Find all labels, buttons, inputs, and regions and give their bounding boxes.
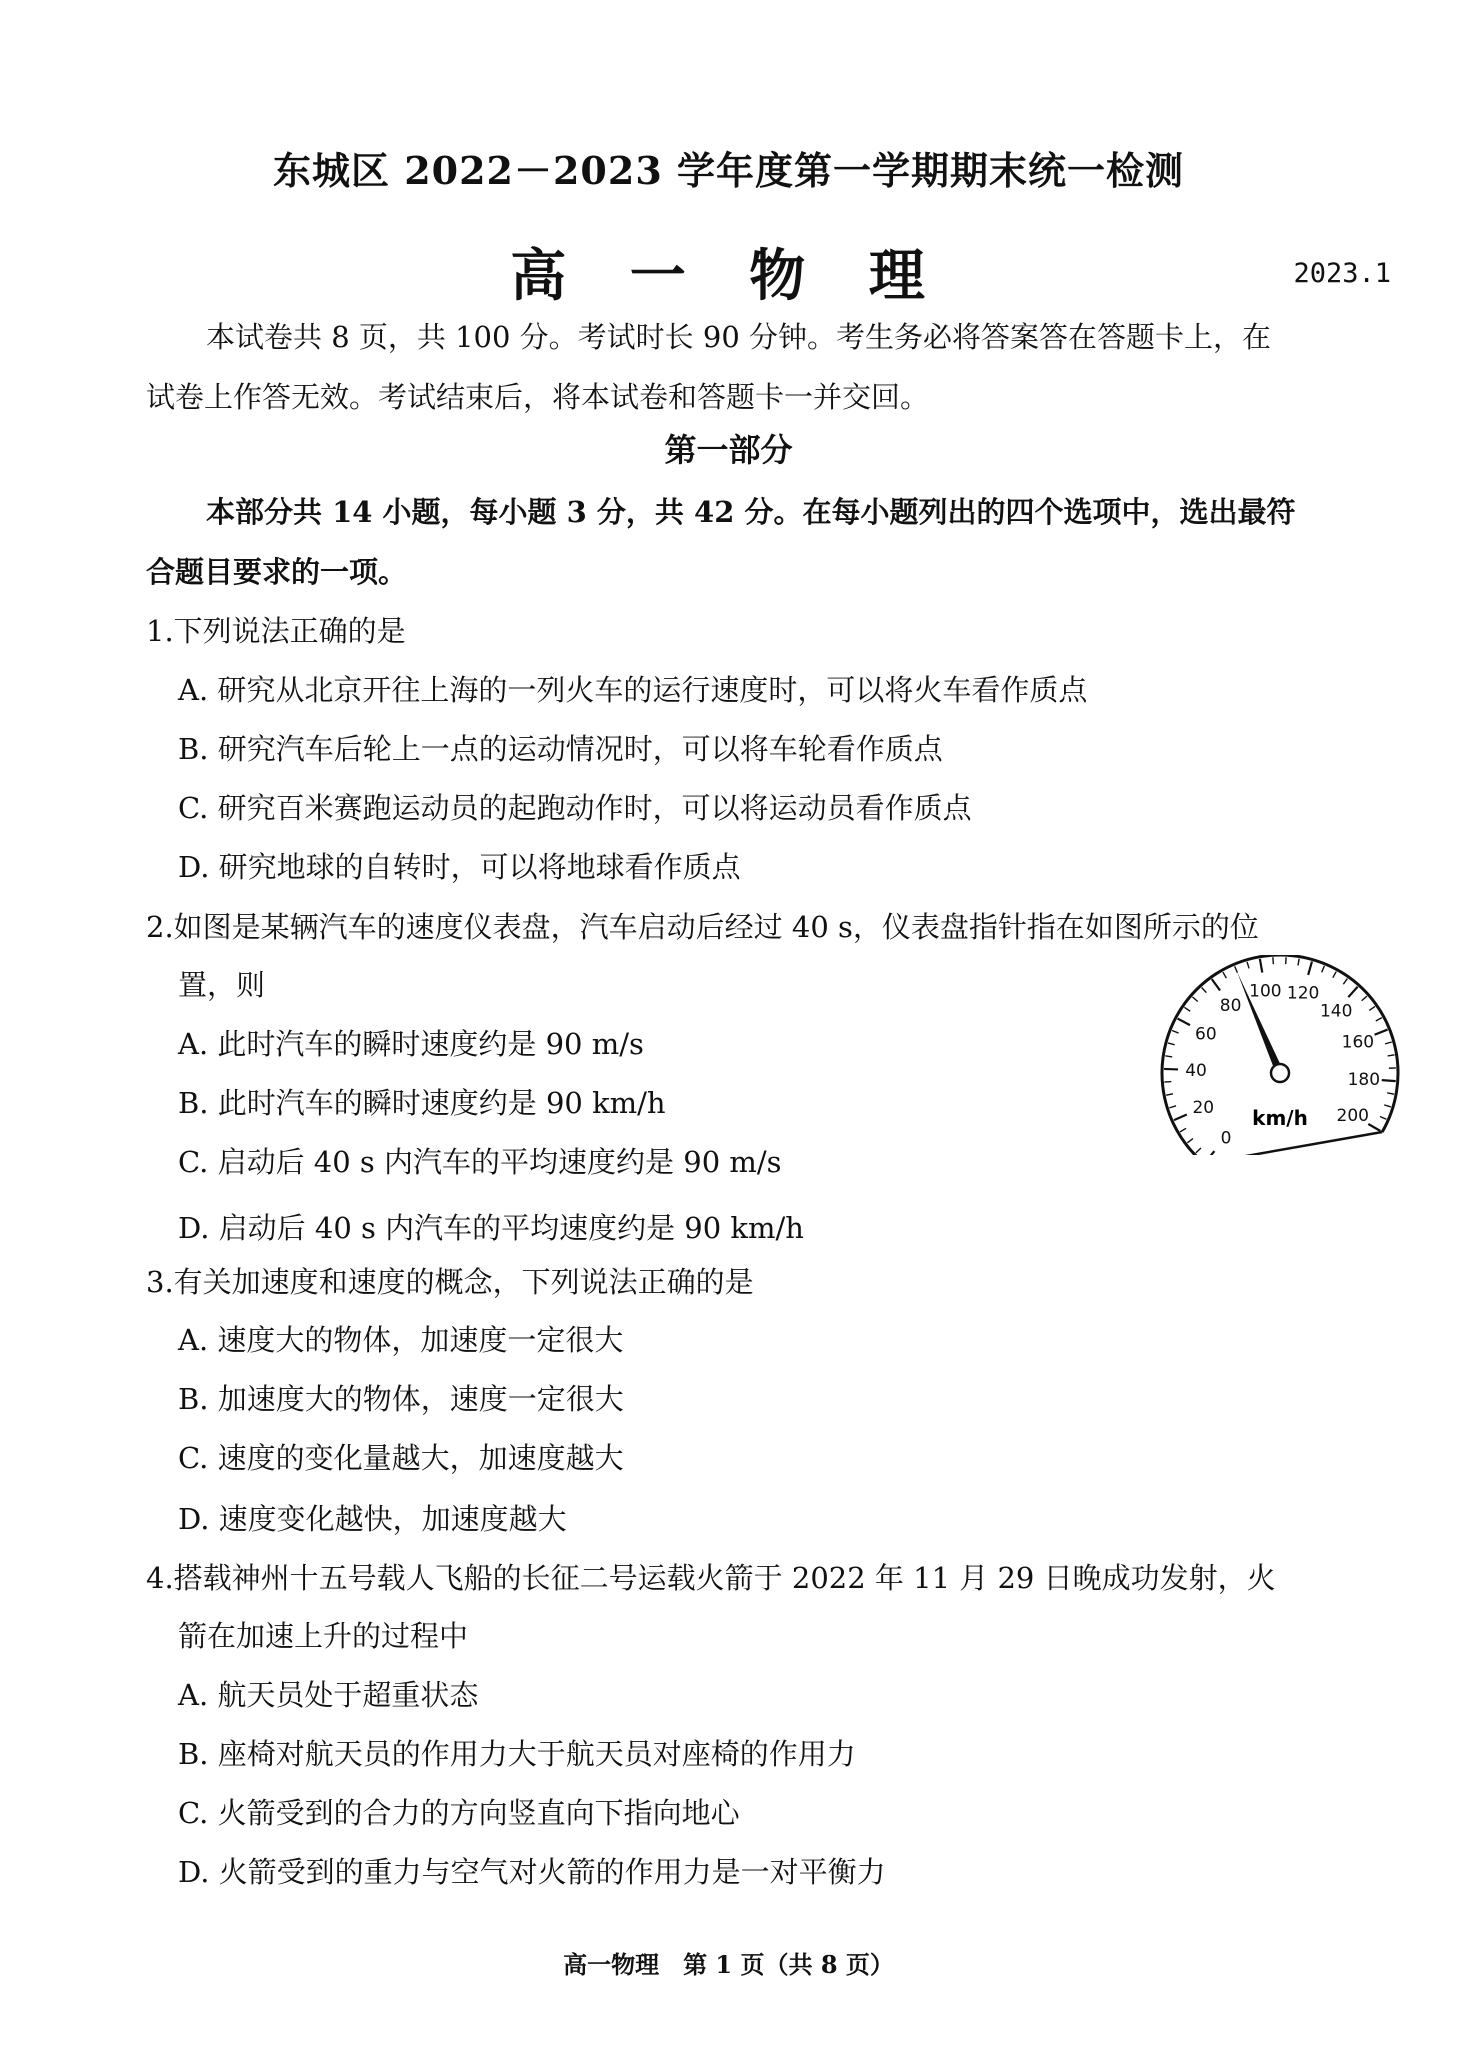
question-2-stem	[146, 897, 1406, 957]
gauge-minor-tick	[1223, 972, 1226, 978]
question-1-option-d: D. 研究地球的自转时，可以将地球看作质点	[178, 850, 741, 884]
question-number: 2.	[146, 910, 174, 944]
question-3-option-d: D. 速度变化越快，加速度越大	[178, 1502, 567, 1536]
gauge-minor-tick	[1388, 1055, 1395, 1056]
question-2-option-b: B. 此时汽车的瞬时速度约是 90 km/h	[178, 1086, 666, 1120]
gauge-major-tick	[1205, 1151, 1214, 1155]
question-3-option-c: C. 速度的变化量越大，加速度越大	[178, 1441, 624, 1475]
question-number: 4.	[146, 1561, 174, 1595]
question-3-stem	[146, 1252, 1406, 1312]
gauge-minor-tick	[1168, 1043, 1175, 1045]
gauge-minor-tick	[1343, 979, 1347, 985]
question-2-stem-cont: 置，则	[178, 968, 266, 1002]
gauge-minor-tick	[1184, 1007, 1190, 1011]
question-4-option-b: B. 座椅对航天员的作用力大于航天员对座椅的作用力	[178, 1737, 856, 1771]
question-2-option-a: A. 此时汽车的瞬时速度约是 90 m/s	[178, 1027, 644, 1061]
question-text: 下列说法正确的是	[173, 614, 406, 648]
gauge-tick-label: 0	[1220, 1128, 1232, 1149]
question-1-option-b: B. 研究汽车后轮上一点的运动情况时，可以将车轮看作质点	[178, 732, 943, 766]
gauge-hub	[1271, 1064, 1289, 1082]
instructions-line-1: 本试卷共 8 页，共 100 分。考试时长 90 分钟。考生务必将答案答在答题卡上，在	[206, 320, 1272, 354]
gauge-tick-label: 160	[1341, 1032, 1375, 1053]
question-3-option-b: B. 加速度大的物体，速度一定很大	[178, 1382, 624, 1416]
gauge-tick-label: 80	[1219, 996, 1242, 1017]
gauge-minor-tick	[1369, 1006, 1375, 1010]
speedometer-figure	[1155, 955, 1415, 1155]
gauge-minor-tick	[1362, 996, 1367, 1001]
speedometer-unit: km/h	[1252, 1106, 1308, 1130]
gauge-minor-tick	[1380, 1116, 1386, 1119]
question-4-stem	[146, 1548, 1406, 1608]
question-number: 1.	[146, 614, 174, 648]
gauge-tick-label: 140	[1319, 1001, 1353, 1022]
gauge-minor-tick	[1235, 966, 1238, 972]
subject-title: 高 一 物 理	[510, 243, 947, 309]
gauge-minor-tick	[1169, 1106, 1176, 1108]
gauge-minor-tick	[1192, 997, 1197, 1002]
gauge-tick-label: 60	[1195, 1024, 1217, 1045]
gauge-major-tick	[1368, 1124, 1380, 1131]
gauge-minor-tick	[1166, 1094, 1173, 1095]
exam-date: 2023.1	[1293, 258, 1391, 289]
page-footer: 高一物理 第 1 页（共 8 页）	[563, 1950, 894, 1979]
gauge-major-tick	[1260, 959, 1262, 973]
exam-title: 东城区 2022－2023 学年度第一学期期末统一检测	[273, 148, 1184, 193]
gauge-tick-label: 40	[1185, 1061, 1207, 1082]
question-2-option-d: D. 启动后 40 s 内汽车的平均速度约是 90 km/h	[178, 1211, 804, 1245]
section-intro-line-2: 合题目要求的一项。	[146, 555, 408, 589]
gauge-major-tick	[1212, 979, 1220, 990]
gauge-major-tick	[1174, 1114, 1187, 1120]
gauge-tick-label: 120	[1286, 983, 1320, 1004]
section-heading: 第一部分	[664, 431, 793, 469]
instructions-line-2: 试卷上作答无效。考试结束后，将本试卷和答题卡一并交回。	[146, 380, 930, 414]
gauge-minor-tick	[1202, 987, 1207, 992]
question-text: 有关加速度和速度的概念，下列说法正确的是	[173, 1265, 754, 1299]
question-1-stem	[146, 601, 1406, 661]
gauge-minor-tick	[1187, 1139, 1193, 1143]
section-intro	[146, 482, 1406, 602]
question-4-option-a: A. 航天员处于超重状态	[178, 1678, 479, 1712]
instructions	[146, 307, 1406, 427]
gauge-minor-tick	[1196, 1148, 1201, 1153]
gauge-minor-tick	[1164, 1082, 1171, 1083]
gauge-major-tick	[1308, 961, 1312, 974]
question-3-option-a: A. 速度大的物体，加速度一定很大	[178, 1323, 624, 1357]
gauge-tick-label: 20	[1192, 1098, 1215, 1119]
question-4-option-c: C. 火箭受到的合力的方向竖直向下指向地心	[178, 1796, 740, 1830]
question-text: 如图是某辆汽车的速度仪表盘，汽车启动后经过 40 s，仪表盘指针指在如图所示的位	[173, 910, 1259, 944]
question-text: 搭载神州十五号载人飞船的长征二号运载火箭于 2022 年 11 月 29 日晚成功发射，火	[173, 1561, 1276, 1595]
gauge-minor-tick	[1387, 1093, 1394, 1094]
question-1-option-c: C. 研究百米赛跑运动员的起跑动作时，可以将运动员看作质点	[178, 791, 972, 825]
gauge-tick-label: 100	[1249, 981, 1282, 1002]
gauge-tick-label: 180	[1347, 1069, 1381, 1090]
gauge-minor-tick	[1376, 1018, 1382, 1021]
gauge-major-tick	[1178, 1019, 1190, 1026]
gauge-minor-tick	[1298, 959, 1299, 966]
gauge-minor-tick	[1172, 1030, 1179, 1033]
gauge-minor-tick	[1322, 966, 1325, 972]
gauge-tick-label: 200	[1336, 1106, 1369, 1126]
gauge-minor-tick	[1165, 1056, 1172, 1057]
gauge-minor-tick	[1384, 1105, 1391, 1107]
question-number: 3.	[146, 1265, 174, 1299]
question-2-option-c: C. 启动后 40 s 内汽车的平均速度约是 90 m/s	[178, 1145, 782, 1179]
section-intro-line-1: 本部分共 14 小题，每小题 3 分，共 42 分。在每小题列出的四个选项中，选出最符	[206, 495, 1296, 529]
gauge-major-tick	[1348, 987, 1357, 997]
gauge-minor-tick	[1247, 962, 1249, 969]
gauge-minor-tick	[1333, 972, 1336, 978]
gauge-major-tick	[1375, 1030, 1388, 1035]
gauge-major-tick	[1382, 1080, 1396, 1081]
question-4-option-d: D. 火箭受到的重力与空气对火箭的作用力是一对平衡力	[178, 1855, 886, 1889]
gauge-minor-tick	[1180, 1128, 1186, 1132]
question-1-option-a: A. 研究从北京开往上海的一列火车的运行速度时，可以将火车看作质点	[178, 673, 1088, 707]
gauge-minor-tick	[1385, 1042, 1392, 1044]
question-4-stem-cont: 箭在加速上升的过程中	[178, 1619, 469, 1653]
